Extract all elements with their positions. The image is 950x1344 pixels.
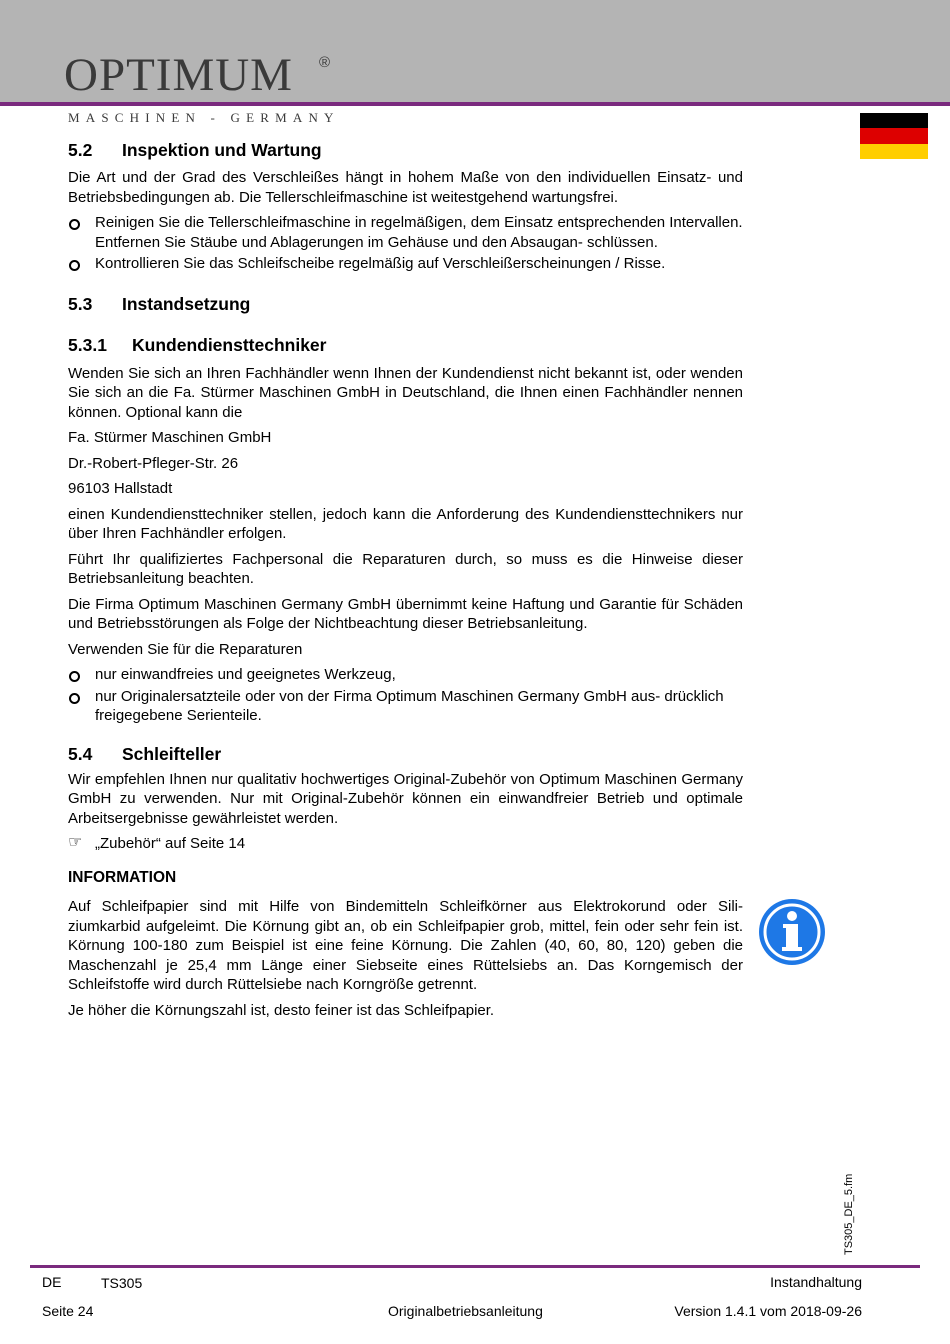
logo: OPTIMUM [64,49,293,101]
footer-language: DE [42,1274,62,1290]
bullet-icon [69,260,80,271]
paragraph: Die Art und der Grad des Verschleißes hängt in hohem Maße von den individuellen Einsatz- und Betriebsbedingungen ab. Die Tellerschleifmaschine ist weitestgehend wartungsfrei. [68,169,743,206]
footer-page-number: Seite 24 [42,1303,94,1319]
bullet-icon [69,693,80,704]
bullet-icon [69,219,80,230]
paragraph: Führt Ihr qualifiziertes Fachpersonal die Reparaturen durch, so muss es die Hinweise dieser Betriebsanleitung beachten. [68,550,743,587]
bullet-list [68,665,743,726]
list-item: Kontrollieren Sie das Schleifscheibe regelmäßig auf Verschleißerscheinungen / Risse. [68,254,743,274]
footer-divider [30,1265,920,1268]
footer-chapter: Instandhaltung [770,1274,862,1290]
paragraph: Wenden Sie sich an Ihren Fachhändler wenn Ihnen der Kundendienst nicht bekannt ist, oder wenden Sie sich an die Fa. Stürmer Maschinen GmbH in Deutschland, die Ihnen einen Fachhändler nennen können. Optional kann die [68,364,743,421]
list-item: nur einwandfreies und geeignetes Werkzeug, [68,665,743,685]
cross-reference-link[interactable]: ☞ „Zubehör“ auf Seite 14 [68,834,246,852]
footer-version: Version 1.4.1 vom 2018-09-26 [674,1303,862,1319]
section-heading-5-3-1: 5.3.1 Kundendiensttechniker [68,334,327,355]
section-heading-5-4: 5.4 Schleifteller [68,743,222,764]
footer-model: TS305 [101,1275,143,1291]
paragraph: Je höher die Körnungszahl ist, desto feiner ist das Schleifpapier. [68,1001,495,1019]
info-icon [758,898,826,966]
list-item: Reinigen Sie die Tellerschleifmaschine in regelmäßigen, dem Einsatz entsprechenden Intervallen. Entfernen Sie Stäube und Ablagerungen im Gehäuse und den Absaugan- schlüssen. [68,213,743,252]
information-heading: INFORMATION [68,868,177,886]
list-item: nur Originalersatzteile oder von der Firma Optimum Maschinen Germany GmbH aus- drücklich freigegebene Serienteile. [68,687,743,726]
address-line: Fa. Stürmer Maschinen GmbH [68,429,272,446]
paragraph: einen Kundendiensttechniker stellen, jedoch kann die Anforderung des Kundendiensttechnikers nur über Ihren Fachhändler erfolgen. [68,505,743,542]
section-heading-5-2: 5.2 Inspektion und Wartung [68,140,322,160]
section-heading-5-3: 5.3 Instandsetzung [68,293,251,314]
paragraph: Verwenden Sie für die Reparaturen [68,640,303,658]
paragraph: Die Firma Optimum Maschinen Germany GmbH übernimmt keine Haftung und Garantie für Schäden und Betriebsstörungen als Folge der Nichtbeachtung dieser Betriebsanleitung. [68,595,743,632]
bullet-icon [69,671,80,682]
main-content [68,138,743,1020]
paragraph: Auf Schleifpapier sind mit Hilfe von Bindemitteln Schleifkörner aus Elektrokorund oder Sili- ziumkarbid aufgeleimt. Die Körnung gibt an, ob ein Schleifpapier grob, mittel, fein oder sehr fein ist. Körnung 100-180 zum Beispiel ist eine feine Körnung. Die Zahlen (40, 60, 80, 120) geben die Maschenzahl je 25,4 mm Länge einer Siebseite eines Rüttelsiebs an. Das Korngemisch der Schleifstoffe wird durch Rüttelsiebe nach Korngröße getrennt. [68,898,743,993]
header-divider [0,102,950,106]
pointing-hand-icon: ☞ [68,834,83,851]
address-line: 96103 Hallstadt [68,480,173,497]
footer-document-type: Originalbetriebsanleitung [388,1303,543,1319]
logo-registered-mark: ® [319,54,331,71]
paragraph: Wir empfehlen Ihnen nur qualitativ hochwertiges Original-Zubehör von Optimum Maschinen Germany GmbH zu verwenden. Nur mit Original-Zubehör können ein einwandfreier Betrieb und optimale Arbeitsergebnisse gewährleistet werden. [68,770,743,827]
address-line: Dr.-Robert-Pfleger-Str. 26 [68,454,239,472]
german-flag-icon [860,113,928,159]
bullet-list [68,213,743,274]
logo-tagline: MASCHINEN - GERMANY [68,110,340,125]
file-reference: TS305_DE_5.fm [843,1173,855,1255]
